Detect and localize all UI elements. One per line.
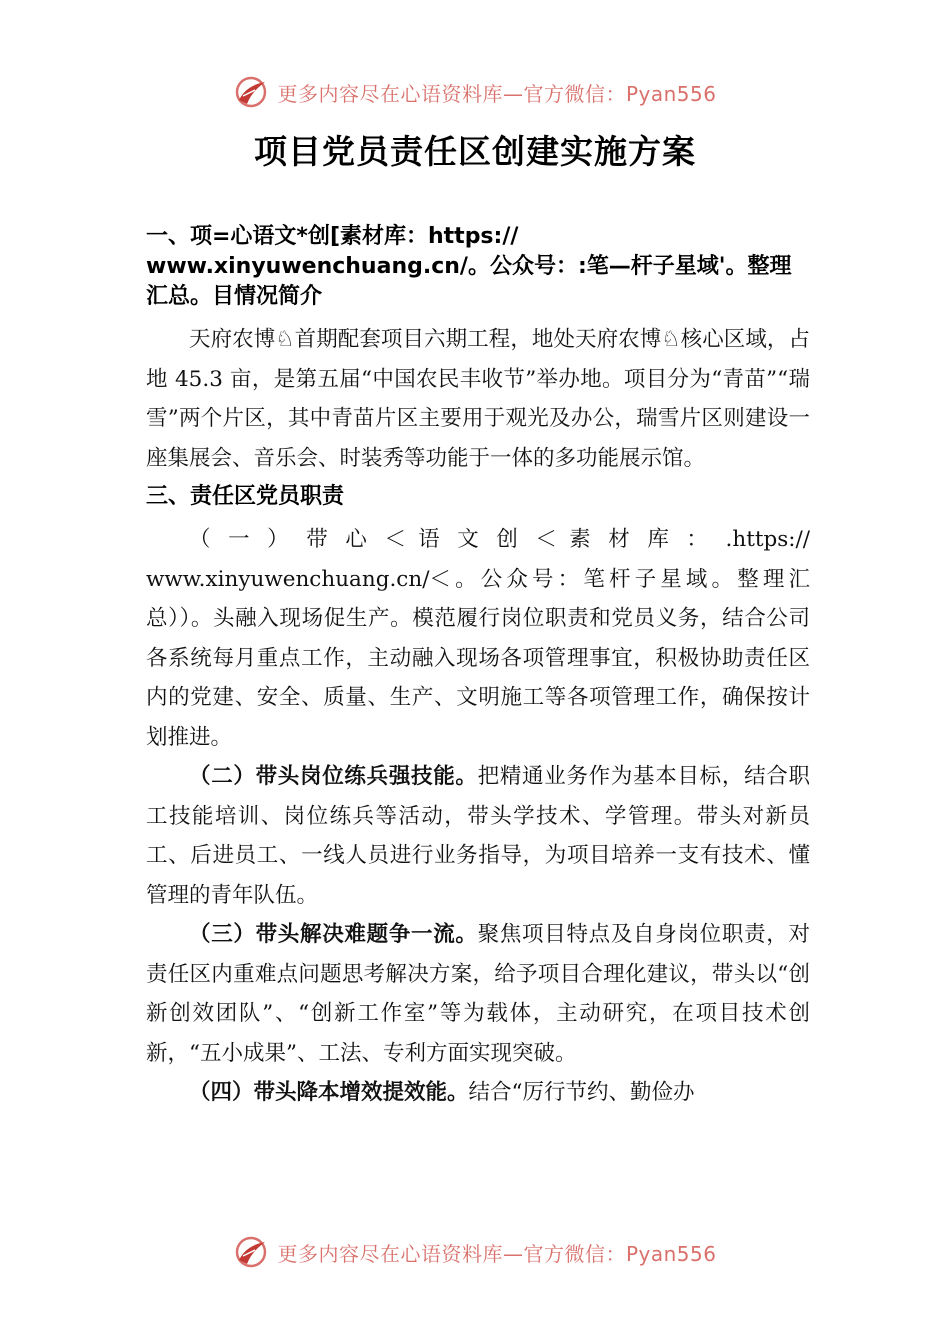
item-1-text: （ 一 ） 带 心 ＜ 语 文 创 ＜ 素 材 库 ： .https:// www.xinyuwenchuang.cn/＜。公众号：笔杆子星域。整理汇总））。头融入现场促生产。模范履行岗位职责和党员义务，结合公司各系统每月重点工作，主动融入现场各项管理事宜，积极协助责任区内的党建、安全、质量、生产、文明施工等各项管理工作，确保按计划推进。	[146, 527, 810, 750]
item-3-paragraph	[146, 915, 810, 1073]
item-2-text: 把精通业务作为基本目标，结合职工技能培训、岗位练兵等活动，带头学技术、学管理。带头对新员工、后进员工、一线人员进行业务指导，为项目培养一支有技术、懂管理的青年队伍。	[146, 764, 810, 908]
page-title: 项目党员责任区创建实施方案	[254, 132, 696, 171]
watermark-top	[0, 72, 950, 112]
item-2-paragraph	[146, 757, 810, 915]
item-4-paragraph	[146, 1073, 810, 1113]
section3-heading: 三、责任区党员职责	[146, 484, 345, 509]
item-2-lead: （二）带头岗位练兵强技能。	[189, 764, 478, 789]
item-4-lead: （四）带头降本增效提效能。	[189, 1080, 469, 1105]
document-body	[146, 222, 810, 1113]
section1-heading: 一、项=心语文*创[素材库：https:// www.xinyuwenchuang.cn/。公众号：:笔—杆子星域'。整理汇总。目情况简介	[146, 224, 792, 309]
brand-logo-icon	[233, 1234, 269, 1270]
watermark-text: 更多内容尽在心语资料库—官方微信：Pyan556	[277, 1241, 717, 1266]
item-4-text: 结合“厉行节约、勤俭办	[468, 1080, 695, 1105]
brand-logo-icon	[233, 74, 269, 110]
item-3-lead: （三）带头解决难题争一流。	[189, 922, 478, 947]
watermark-text: 更多内容尽在心语资料库—官方微信：Pyan556	[277, 81, 717, 106]
watermark-bottom	[0, 1232, 950, 1272]
item-1-paragraph	[146, 520, 810, 757]
item-3-text: 聚焦项目特点及自身岗位职责，对责任区内重难点问题思考解决方案，给予项目合理化建议，带头以“创新创效团队”、“创新工作室”等为载体，主动研究，在项目技术创新，“五小成果”、工法、专利方面实现突破。	[146, 922, 810, 1066]
section1-paragraph: 天府农博♘首期配套项目六期工程，地处天府农博♘核心区域，占地 45.3 亩，是第五届“中国农民丰收节”举办地。项目分为“青苗”“瑞雪”两个片区，其中青苗片区主要用于观光及办公，瑞雪片区则建设一座集展会、音乐会、时装秀等功能于一体的多功能展示馆。	[146, 327, 810, 471]
